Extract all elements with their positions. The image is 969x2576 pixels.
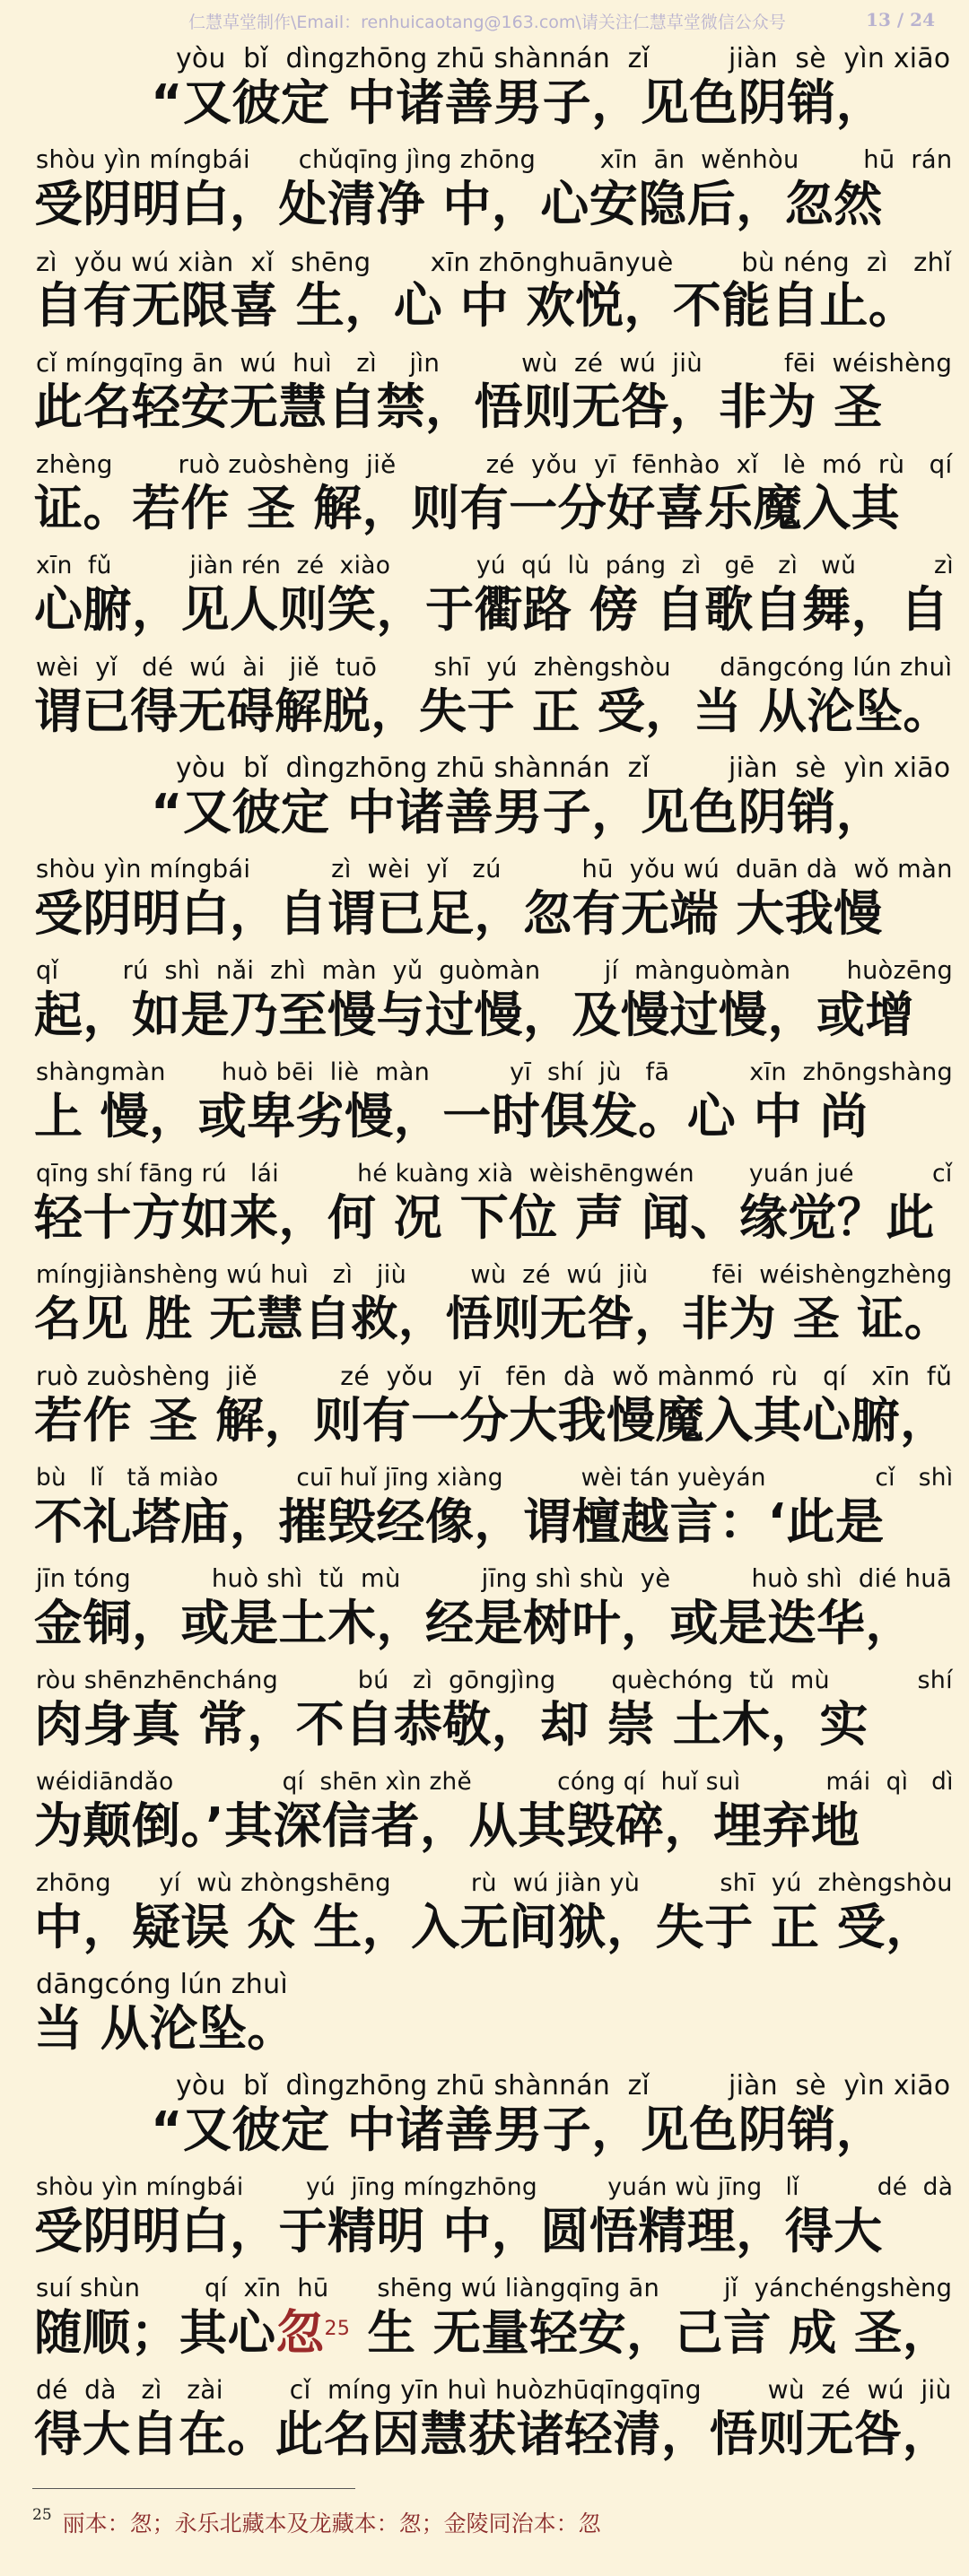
hanzi-line: 中，疑误 众 生，入无间狱，失于 正 受， xyxy=(34,1899,935,1955)
text-line xyxy=(0,548,969,649)
pinyin-line: xīn fǔ jiàn rén zé xiào yú qú lù páng zì gē zì wǔ zì xyxy=(36,552,954,579)
text-line xyxy=(0,244,969,345)
footnote-number: 25 xyxy=(32,2506,52,2524)
text-line xyxy=(0,1258,969,1359)
hanzi-line: 名见 胜 无慧自救，悟则无咎，非为 圣 证。 xyxy=(34,1292,952,1346)
pinyin-line: dāngcóng lún zhuì xyxy=(36,1969,289,2000)
text-line xyxy=(0,1866,969,1967)
pinyin-line: qīng shí fāng rú lái hé kuàng xià wèishēngwén yuán jué cǐ xyxy=(36,1160,953,1188)
hanzi-segment: 生 无量轻安，己言 成 圣， xyxy=(350,2304,951,2361)
hanzi-line xyxy=(34,2302,951,2364)
pinyin-line: ruò zuòshèng jiě zé yǒu yī fēn dà wǒ mànmó rù qí xīn fǔ xyxy=(36,1362,953,1391)
hanzi-line: 受阴明白，于精明 中，圆悟精理，得大 xyxy=(34,2203,883,2259)
hanzi-line: 不礼塔庙，摧毁经像，谓檀越言：‘此是 xyxy=(34,1493,885,1550)
pinyin-line: shòu yìn míngbái zì wèi yǐ zú hū yǒu wú duān dà wǒ màn xyxy=(36,856,953,883)
pinyin-line: wèi yǐ dé wú ài jiě tuō shī yú zhèngshòu dāngcóng lún zhuì xyxy=(36,652,953,682)
pinyin-line: ròu shēnzhēncháng bú zì gōngjìng quèchóng tǔ mù shí xyxy=(36,1667,953,1694)
text-line xyxy=(0,1663,969,1764)
hanzi-line: 受阴明白，处清净 中，心安隐后，忽然 xyxy=(34,176,883,232)
hanzi-segment: 随顺；其心忽 xyxy=(34,2304,325,2361)
pinyin-line: yòu bǐ dìngzhōng zhū shànnán zǐ jiàn sè yìn xiāo xyxy=(176,753,951,784)
hanzi-line: 谓已得无碍解脱，失于 正 受，当 从沦坠。 xyxy=(34,683,951,739)
pinyin-line: míngjiànshèng wú huì zì jiù wù zé wú jiù fēi wéishèngzhèng xyxy=(36,1261,953,1289)
text-line xyxy=(0,1562,969,1663)
pinyin-line: shòu yìn míngbái yú jīng míngzhōng yuán wù jīng lǐ dé dà xyxy=(36,2173,954,2201)
pinyin-line: shòu yìn míngbái chǔqīng jìng zhōng xīn ān wěnhòu hū rán xyxy=(36,146,953,174)
text-line xyxy=(0,649,969,751)
hanzi-line: 起，如是乃至慢与过慢，及慢过慢，或增 xyxy=(34,987,914,1043)
text-line xyxy=(0,1460,969,1562)
page-header xyxy=(0,0,969,39)
pinyin-line: zì yǒu wú xiàn xǐ shēng xīn zhōnghuānyuè bù néng zì zhǐ xyxy=(36,247,952,277)
text-line xyxy=(0,143,969,244)
hanzi-line: 金铜，或是土木，经是树叶，或是迭华， xyxy=(34,1595,914,1651)
text-line xyxy=(0,1764,969,1866)
pinyin-line: qǐ rú shì nǎi zhì màn yǔ guòmàn jí mànguòmàn huòzēng xyxy=(36,957,954,985)
pinyin-line: zhōng yí wù zhòngshēng rù wú jiàn yù shī yú zhèngshòu xyxy=(36,1869,953,1897)
hanzi-line: 证。若作 圣 解，则有一分好喜乐魔入其 xyxy=(34,480,901,536)
hanzi-line: “又彼定 中诸善男子，见色阴销， xyxy=(151,2102,886,2158)
hanzi-line: 自有无限喜 生，心 中 欢悦，不能自止。 xyxy=(34,277,918,334)
hanzi-line: 上 慢，或卑劣慢，一时俱发。心 中 尚 xyxy=(34,1088,869,1144)
text-line xyxy=(0,1055,969,1156)
footnote xyxy=(32,2506,601,2538)
hanzi-line: “又彼定 中诸善男子，见色阴销， xyxy=(151,74,886,131)
pinyin-line: jīn tóng huò shì tǔ mù jīng shì shù yè huò shì dié huā xyxy=(36,1565,953,1593)
hanzi-line: 受阴明白，自谓已足，忽有无端 大我慢 xyxy=(34,885,883,942)
page-number: 13 / 24 xyxy=(866,9,935,30)
pinyin-line: wéidiāndǎo qí shēn xìn zhě cóng qí huǐ suì mái qì dì xyxy=(36,1769,954,1796)
text-line xyxy=(0,447,969,548)
hanzi-line: 当 从沦坠。 xyxy=(34,2000,296,2057)
hanzi-line: 为颠倒。’其深信者，从其毁碎，埋弃地 xyxy=(34,1797,860,1854)
text-line xyxy=(0,345,969,447)
text-line xyxy=(0,1967,969,2068)
hanzi-line: 心腑，见人则笑，于衢路 傍 自歌自舞，自 xyxy=(34,581,949,638)
pinyin-line: dé dà zì zài cǐ míng yīn huì huòzhūqīngqīng wù zé wú jiù xyxy=(36,2375,952,2405)
text-line xyxy=(0,2068,969,2170)
text-line xyxy=(0,2170,969,2271)
pinyin-line: bù lǐ tǎ miào cuī huǐ jīng xiàng wèi tán yuèyán cǐ shì xyxy=(36,1465,954,1492)
hanzi-line: 若作 圣 解，则有一分大我慢魔入其心腑， xyxy=(34,1392,949,1449)
text-line xyxy=(0,1359,969,1460)
pinyin-line: yòu bǐ dìngzhōng zhū shànnán zǐ jiàn sè yìn xiāo xyxy=(176,2070,951,2102)
sutra-text-body xyxy=(0,41,969,2474)
text-line xyxy=(0,41,969,143)
hanzi-line: 轻十方如来，何 况 下位 声 闻、缘觉？此 xyxy=(34,1189,935,1246)
text-line xyxy=(0,1156,969,1258)
text-line xyxy=(0,953,969,1055)
text-line xyxy=(0,2271,969,2372)
pinyin-line: shàngmàn huò bēi liè màn yī shí jù fā xīn zhōngshàng xyxy=(36,1058,954,1086)
footnote-marker[interactable]: 25 xyxy=(324,2318,351,2340)
footnote-divider xyxy=(32,2488,355,2489)
hanzi-line: 此名轻安无慧自禁，悟则无咎，非为 圣 xyxy=(34,379,883,435)
pinyin-line: suí shùn qí xīn hū shēng wú liàngqīng ān jǐ yánchéngshèng xyxy=(36,2275,953,2302)
annotated-char: 忽 xyxy=(275,2304,325,2361)
pinyin-line: yòu bǐ dìngzhōng zhū shànnán zǐ jiàn sè yìn xiāo xyxy=(176,43,951,74)
hanzi-line: “又彼定 中诸善男子，见色阴销， xyxy=(151,784,886,840)
hanzi-line: 肉身真 常，不自恭敬，却 崇 土木，实 xyxy=(34,1696,869,1753)
pinyin-line: cǐ míngqīng ān wú huì zì jìn wù zé wú jiù fēi wéishèng xyxy=(36,348,953,378)
text-line xyxy=(0,852,969,953)
hanzi-line: 得大自在。此名因慧获诸轻清，悟则无咎， xyxy=(34,2406,951,2462)
pinyin-line: zhèng ruò zuòshèng jiě zé yǒu yī fēnhào xǐ lè mó rù qí xyxy=(36,449,953,479)
text-line xyxy=(0,2372,969,2474)
footnote-text: 丽本：怱；永乐北藏本及龙藏本：怱；金陵同治本：忽 xyxy=(62,2511,601,2537)
header-credit-text: 仁慧草堂制作\Email：renhuicaotang@163.com\请关注仁慧草堂微信公众号 xyxy=(188,13,786,32)
text-line xyxy=(0,751,969,852)
